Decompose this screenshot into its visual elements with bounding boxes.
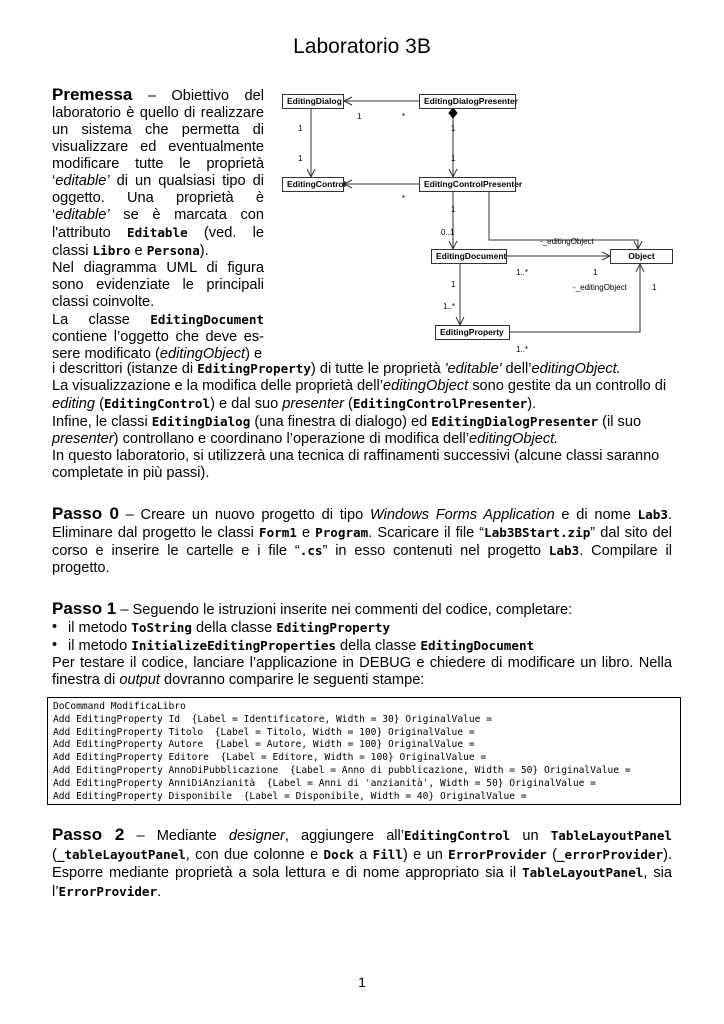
passo-1-heading: Passo 1 xyxy=(52,599,117,618)
code-line: DoCommand ModificaLibro xyxy=(53,701,186,712)
code-editingproperty: EditingProperty xyxy=(276,620,391,635)
text: dell’ xyxy=(501,361,532,377)
uml-mult: 1 xyxy=(298,124,303,133)
text: i descrittori (istanze di xyxy=(52,361,198,377)
text: ). xyxy=(199,243,209,259)
intro-line-3 xyxy=(52,413,672,448)
code-editingcontrol: EditingControl xyxy=(404,828,511,843)
code-errorprovider: ErrorProvider xyxy=(58,883,158,899)
premessa-paragraph-3 xyxy=(52,311,264,363)
text: . xyxy=(157,883,162,900)
text: il metodo xyxy=(68,638,132,654)
text: e xyxy=(296,525,316,541)
text: – Obiettivo del laboratorio è quello di realizzare un sistema che permetta di visualizzare ed eventualmente modificare tutte le proprietà ‘ xyxy=(52,88,264,189)
premessa-section xyxy=(52,86,264,363)
text: e xyxy=(130,243,147,259)
text-italic: presenter xyxy=(282,396,344,412)
uml-class-editingdialogpresenter: EditingDialogPresenter xyxy=(419,94,516,109)
uml-mult: 1 xyxy=(451,205,456,214)
uml-diagram xyxy=(278,86,678,356)
text: – Seguendo le istruzioni inserite nei commenti del codice, completare: xyxy=(116,602,573,618)
uml-class-editingdialog: EditingDialog xyxy=(282,94,344,109)
code-program: Program xyxy=(315,525,369,540)
uml-mult: 1..* xyxy=(443,302,456,311)
text-italic: editingObject xyxy=(159,346,246,362)
code-libro: Libro xyxy=(92,243,131,258)
text: Infine, le classi xyxy=(52,414,152,430)
code-tablelayoutpanel: TableLayoutPanel xyxy=(550,828,673,843)
text: , sia l’ xyxy=(52,865,672,900)
uml-mult: 1 xyxy=(593,268,598,277)
intro-line-2 xyxy=(52,378,672,413)
text-italic: editable’ xyxy=(55,207,110,223)
page-title: Laboratorio 3B xyxy=(293,35,431,58)
premessa-heading: Premessa xyxy=(52,85,133,104)
text: , aggiungere all’ xyxy=(284,828,405,844)
passo-1-section xyxy=(52,600,672,689)
text: un xyxy=(510,828,551,844)
code-tablelayoutpanel: TableLayoutPanel xyxy=(522,865,644,880)
uml-class-editingproperty: EditingProperty xyxy=(435,325,510,340)
code-initializeeditingproperties: InitializeEditingProperties xyxy=(131,638,336,653)
text: ( xyxy=(343,396,353,412)
code-fill: Fill xyxy=(372,846,403,862)
text: Per testare il codice, lanciare l’applicazione in DEBUG e chiedere di modificare un libro. Nella finestra di xyxy=(52,655,672,688)
text-italic: Windows Forms Application xyxy=(369,507,555,523)
code-line: Add EditingProperty Id {Label = Identificatore, Width = 30} OriginalValue = xyxy=(53,713,492,725)
text: e di nome xyxy=(554,507,638,523)
intro-continuation xyxy=(52,360,672,482)
passo-0-section xyxy=(52,505,672,577)
bullet-item xyxy=(52,619,672,637)
code-editable: Editable xyxy=(127,225,188,240)
uml-mult: 1..* xyxy=(516,345,529,354)
uml-class-editingcontrol: EditingControl xyxy=(282,177,344,192)
bullet-text xyxy=(68,637,534,655)
text: ) e xyxy=(245,346,263,362)
text: (ved. le classi xyxy=(52,225,264,259)
bullet-text xyxy=(68,619,390,637)
bullet-item xyxy=(52,637,672,655)
text: contiene l’oggetto che deve es-sere modificato ( xyxy=(52,329,264,362)
text: ( xyxy=(52,846,57,863)
text-italic: editingObject. xyxy=(531,361,621,377)
uml-mult: 1 xyxy=(357,112,362,121)
uml-mult: 1 xyxy=(451,280,456,289)
uml-mult: 1 xyxy=(298,154,303,163)
code-output-box xyxy=(47,697,681,805)
text: (il suo xyxy=(598,414,642,430)
text: La classe xyxy=(52,312,151,328)
bullet-icon: • xyxy=(52,637,58,653)
text: ( xyxy=(546,846,557,863)
text-italic: editingObject xyxy=(382,378,469,394)
text: . Eliminare dal progetto le classi xyxy=(52,507,672,541)
uml-mult: 0..1 xyxy=(441,228,455,237)
code-line: Add EditingProperty Editore {Label = Editore, Width = 100} OriginalValue = xyxy=(53,752,487,764)
text: di un qualsiasi tipo di oggetto. Una proprietà è ‘ xyxy=(52,173,264,223)
uml-class-editingcontrolpresenter: EditingControlPresenter xyxy=(419,177,516,192)
uml-role: -_editingObject xyxy=(573,283,627,292)
text: (una finestra di dialogo) ed xyxy=(250,414,432,430)
uml-role: -_editingObject xyxy=(540,237,594,246)
text-italic: designer xyxy=(228,828,285,844)
uml-mult: 1 xyxy=(451,124,456,133)
uml-connectors xyxy=(278,86,678,356)
code-persona: Persona xyxy=(146,243,200,258)
uml-mult: 1..* xyxy=(516,268,529,277)
code-cs: .cs xyxy=(299,543,323,558)
text: dovranno comparire le seguenti stampe: xyxy=(159,672,425,688)
text: se è marcata con l'attributo xyxy=(52,207,264,241)
code-form1: Form1 xyxy=(258,525,297,540)
code-editingdocument: EditingDocument xyxy=(150,312,264,327)
text: ) e dal suo xyxy=(210,396,283,412)
code-lab3: Lab3 xyxy=(637,507,668,522)
code-line: Add EditingProperty Titolo {Label = Titolo, Width = 100} OriginalValue = xyxy=(53,726,475,738)
page-number: 1 xyxy=(358,974,366,990)
text: il metodo xyxy=(68,620,132,636)
code-errorprovider: ErrorProvider xyxy=(448,846,547,862)
passo-0-paragraph xyxy=(52,505,672,577)
text: della classe xyxy=(336,638,421,654)
code-line: Add EditingProperty Autore {Label = Autore, Width = 100} OriginalValue = xyxy=(53,739,475,751)
code-tablelayoutpanel-field: _tableLayoutPanel xyxy=(56,846,186,862)
intro-line-1 xyxy=(52,360,672,378)
text: ” dal sito del corso e inserire le cartelle e i file “ xyxy=(52,525,672,559)
code-errorprovider-field: _errorProvider xyxy=(556,846,664,862)
text: La visualizzazione e la modifica delle proprietà dell’ xyxy=(52,378,383,394)
text: sono gestite da un controllo di xyxy=(468,378,667,394)
code-editingproperty: EditingProperty xyxy=(197,361,311,376)
passo-1-test-paragraph xyxy=(52,655,672,689)
code-lab3: Lab3 xyxy=(548,543,580,558)
passo-0-heading: Passo 0 xyxy=(52,504,119,523)
text: ) controllano e coordinano l’operazione di modifica dell’ xyxy=(113,431,469,447)
passo-2-section xyxy=(52,826,672,901)
text: ). Esporre mediante proprietà a sola lettura e di nome appropriato sia il xyxy=(52,846,673,881)
code-editingdialog: EditingDialog xyxy=(151,414,251,429)
text: ” in esso contenuti nel progetto xyxy=(322,543,549,559)
premessa-paragraph-2: Nel diagramma UML di figura sono evidenziate le principali classi coinvolte. xyxy=(52,260,264,310)
uml-mult: 1 xyxy=(652,283,657,292)
code-editingdocument: EditingDocument xyxy=(420,638,535,653)
code-editingcontrol: EditingControl xyxy=(103,396,211,411)
code-line: Add EditingProperty AnniDiAnzianità {Label = Anni di 'anzianità', Width = 50} OriginalValue = xyxy=(53,777,596,789)
text-italic: editingObject. xyxy=(468,431,559,447)
code-line: Add EditingProperty AnnoDiPubblicazione {Label = Anno di pubblicazione, Width = 50} OriginalValue = xyxy=(53,764,631,776)
code-dock: Dock xyxy=(323,846,354,862)
text: – Creare un nuovo progetto di tipo xyxy=(118,507,370,523)
bullet-icon: • xyxy=(52,619,58,635)
uml-mult: * xyxy=(402,194,406,203)
uml-mult: 1 xyxy=(451,154,456,163)
text: ) e un xyxy=(403,846,449,863)
text: a xyxy=(353,846,373,863)
text-italic: editing xyxy=(52,396,96,412)
text: ) di tutte le proprietà xyxy=(310,361,445,377)
uml-class-object: Object xyxy=(610,249,673,264)
text-italic: output xyxy=(119,672,160,688)
text-italic: 'editable' xyxy=(444,361,502,377)
text-italic: editable’ xyxy=(55,173,110,189)
uml-class-editingdocument: EditingDocument xyxy=(431,249,507,264)
text: ). xyxy=(527,396,537,412)
text: ( xyxy=(95,396,104,412)
code-editingcontrolpresenter: EditingControlPresenter xyxy=(352,396,528,411)
text: . Compilare il progetto. xyxy=(52,543,672,576)
code-tostring: ToString xyxy=(131,620,192,635)
text: della classe xyxy=(191,620,277,636)
passo-2-heading: Passo 2 xyxy=(52,825,125,844)
text: . Scaricare il file “ xyxy=(368,525,485,541)
premessa-paragraph xyxy=(52,86,264,260)
code-editingdialogpresenter: EditingDialogPresenter xyxy=(431,414,599,429)
uml-mult: * xyxy=(402,112,406,121)
intro-line-4: In questo laboratorio, si utilizzerà una tecnica di raffinamenti successivi (alcune classi saranno completate in più passi). xyxy=(52,448,660,481)
text: – Mediante xyxy=(124,828,229,844)
passo-2-paragraph xyxy=(52,826,672,901)
text-italic: presenter xyxy=(52,431,114,447)
code-line: Add EditingProperty Disponibile {Label = Disponibile, Width = 40} OriginalValue = xyxy=(53,790,527,802)
code-zip: Lab3BStart.zip xyxy=(484,525,591,540)
text: , con due colonne e xyxy=(185,846,324,863)
passo-1-intro xyxy=(52,600,672,619)
